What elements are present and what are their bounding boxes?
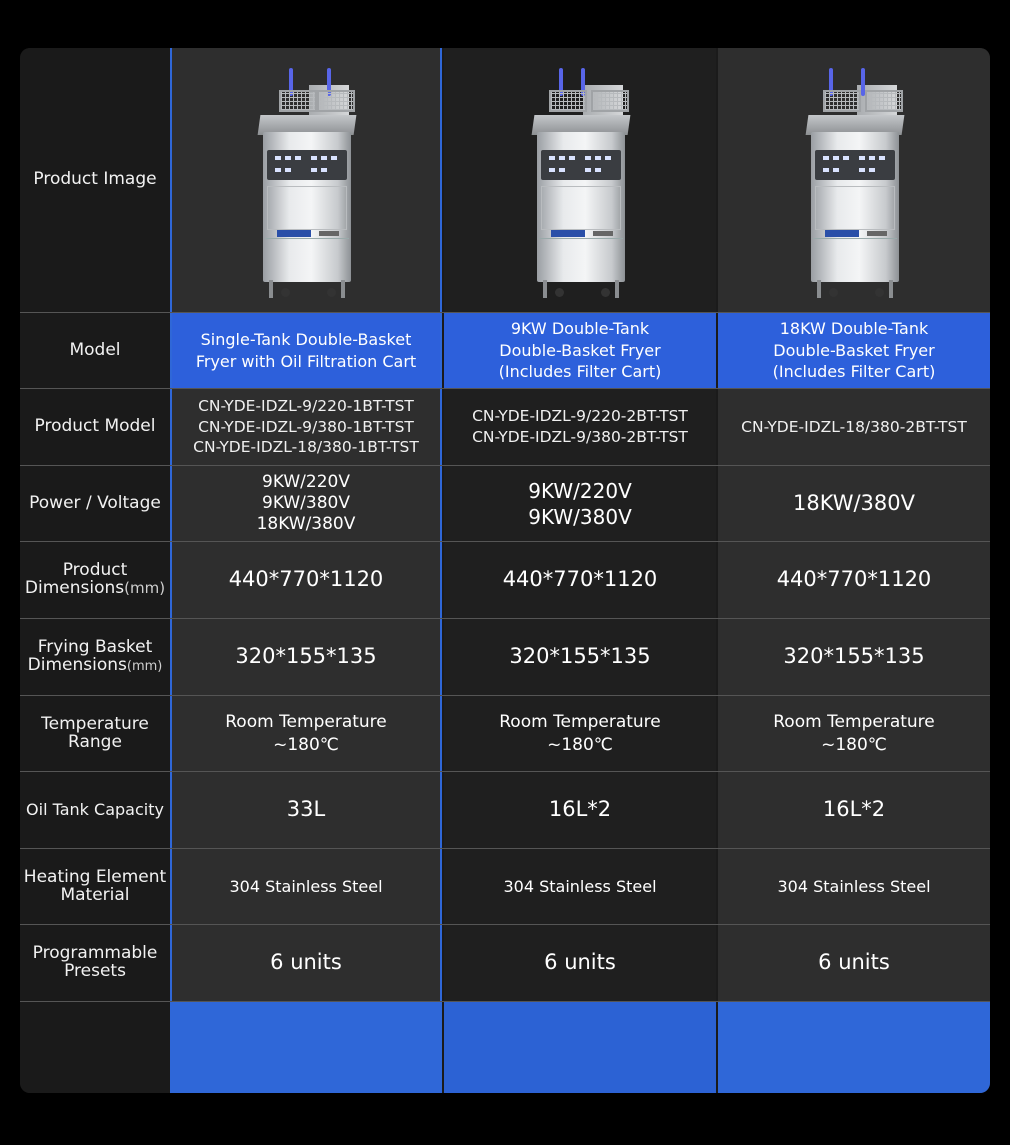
power-voltage-value-2: 9KW/220V 9KW/380V (528, 478, 632, 529)
oil-tank-value-3: 16L*2 (822, 797, 886, 822)
power-voltage-value-1: 9KW/220V 9KW/380V 18KW/380V (256, 472, 356, 534)
product-image-3 (718, 48, 990, 312)
footer-blue-cell-2 (444, 1002, 716, 1093)
temperature-range-value-2: Room Temperature ~180℃ (499, 712, 661, 755)
fryer-image-icon (515, 60, 645, 300)
presets-value-1: 6 units (270, 950, 342, 975)
model-value-2: 9KW Double-Tank Double-Basket Fryer (Includes Filter Cart) (444, 313, 716, 388)
product-image-2 (444, 48, 716, 312)
row-label-presets: Programmable Presets (32, 943, 158, 981)
power-voltage-value-3: 18KW/380V (792, 490, 916, 515)
fryer-image-icon (241, 60, 371, 300)
basket-dimensions-value-3: 320*155*135 (783, 644, 925, 669)
row-label-oil-tank: Oil Tank Capacity (26, 800, 164, 820)
product-image-1 (172, 48, 440, 312)
product-model-value-3: CN-YDE-IDZL-18/380-2BT-TST (741, 417, 967, 436)
temperature-range-value-3: Room Temperature ~180℃ (773, 712, 935, 755)
temperature-range-value-1: Room Temperature ~180℃ (225, 712, 387, 755)
heating-element-value-3: 304 Stainless Steel (777, 876, 931, 896)
basket-dimensions-label: Frying Basket Dimensions (27, 637, 153, 675)
oil-tank-value-1: 33L (286, 797, 326, 822)
product-model-value-2: CN-YDE-IDZL-9/220-2BT-TST CN-YDE-IDZL-9/380-2BT-TST (472, 407, 688, 446)
row-label-basket-dimensions (20, 619, 170, 695)
row-label-product-image: Product Image (33, 169, 157, 190)
footer-blue-cell-1 (170, 1002, 442, 1093)
presets-value-2: 6 units (544, 950, 616, 975)
comparison-table (20, 48, 990, 1093)
footer-blue-cell-3 (718, 1002, 990, 1093)
heating-element-value-2: 304 Stainless Steel (503, 876, 657, 896)
oil-tank-value-2: 16L*2 (548, 797, 612, 822)
basket-dimensions-unit: (mm) (126, 659, 163, 674)
fryer-image-icon (789, 60, 919, 300)
model-value-1: Single-Tank Double-Basket Fryer with Oil Filtration Cart (172, 313, 440, 388)
row-label-product-dimensions (20, 542, 170, 618)
heating-element-value-1: 304 Stainless Steel (229, 876, 383, 896)
product-dimensions-unit: (mm) (124, 579, 166, 597)
row-label-model: Model (69, 339, 121, 360)
row-label-temperature-range: Temperature Range (41, 713, 149, 752)
basket-dimensions-value-2: 320*155*135 (509, 644, 651, 669)
product-dimensions-label: Product Dimensions (24, 560, 128, 598)
product-dimensions-value-3: 440*770*1120 (776, 567, 932, 592)
model-value-3: 18KW Double-Tank Double-Basket Fryer (Includes Filter Cart) (718, 313, 990, 388)
product-dimensions-value-2: 440*770*1120 (502, 567, 658, 592)
row-label-power-voltage: Power / Voltage (29, 492, 161, 513)
row-label-product-model: Product Model (34, 416, 156, 437)
row-label-heating-element: Heating Element Material (23, 866, 167, 905)
presets-value-3: 6 units (818, 950, 890, 975)
product-dimensions-value-1: 440*770*1120 (228, 567, 384, 592)
basket-dimensions-value-1: 320*155*135 (235, 644, 377, 669)
product-model-value-1: CN-YDE-IDZL-9/220-1BT-TST CN-YDE-IDZL-9/380-1BT-TST CN-YDE-IDZL-18/380-1BT-TST (193, 396, 419, 457)
